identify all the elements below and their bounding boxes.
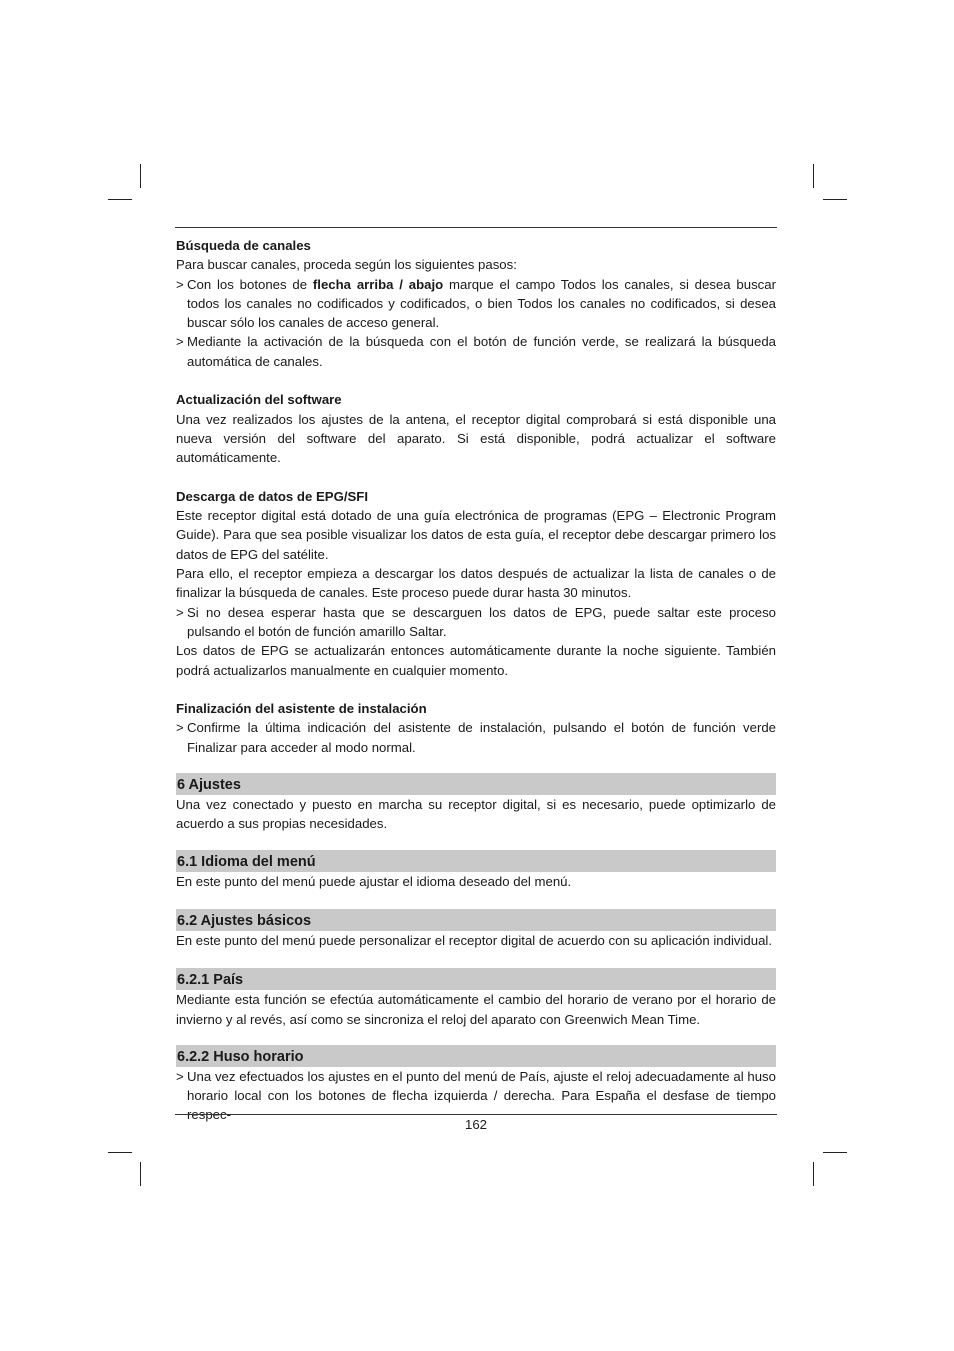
bullet-marker: > bbox=[176, 334, 184, 350]
crop-mark-top-left-vertical bbox=[140, 164, 141, 188]
bullet-marker: > bbox=[176, 1068, 184, 1084]
crop-mark-top-right-vertical bbox=[813, 164, 814, 188]
bullet-text: Mediante la activación de la búsqueda con el botón de función verde, se realizará la búsqueda automática de canales. bbox=[187, 334, 776, 369]
epg-text-2: Para ello, el receptor empieza a descargar los datos después de actualizar la lista de canales o de finalizar la búsqueda de canales. Este proceso puede durar hasta 30 minutos. bbox=[176, 566, 776, 601]
page-number: 162 bbox=[464, 1117, 487, 1132]
finalizacion-heading: Finalización del asistente de instalación bbox=[176, 701, 427, 717]
bullet-marker: > bbox=[176, 604, 184, 620]
software-heading: Actualización del software bbox=[176, 392, 342, 408]
crop-mark-top-left-horizontal bbox=[108, 199, 132, 200]
section-heading-6-2-2: 6.2.2 Huso horario bbox=[176, 1045, 776, 1067]
huso-bullet bbox=[176, 1067, 776, 1125]
section-heading-6-2-1: 6.2.1 País bbox=[176, 968, 776, 990]
ajustes-text: Una vez conectado y puesto en marcha su receptor digital, si es necesario, puede optimizarlo de acuerdo a sus propias necesidades. bbox=[176, 797, 776, 832]
bullet-text: Una vez efectuados los ajustes en el punto del menú de País, ajuste el reloj adecuadamente al huso horario local con los botones de flecha izquierda / derecha. Para España el desfase de tiempo bbox=[187, 1068, 776, 1104]
busqueda-heading: Búsqueda de canales bbox=[176, 238, 311, 253]
crop-mark-bottom-left-horizontal bbox=[108, 1152, 132, 1153]
busqueda-intro: Para buscar canales, proceda según los siguientes pasos: bbox=[176, 257, 517, 273]
busqueda-bullet-1 bbox=[176, 275, 776, 333]
crop-mark-bottom-right-horizontal bbox=[823, 1152, 847, 1153]
section-heading-6-1: 6.1 Idioma del menú bbox=[176, 850, 776, 872]
bullet-text: Con los botones de bbox=[187, 276, 313, 292]
finalizacion-bullet bbox=[176, 718, 776, 757]
footer-rule bbox=[175, 1114, 777, 1115]
crop-mark-bottom-left-vertical bbox=[140, 1162, 141, 1186]
section-heading-6: 6 Ajustes bbox=[176, 773, 776, 795]
section-heading-6-2: 6.2 Ajustes básicos bbox=[176, 909, 776, 931]
epg-text-1: Este receptor digital está dotado de una guía electrónica de programas (EPG – Electronic Program Guide). Para que sea posible visualizar los datos de esta guía, el receptor debe descargar primero los datos de EPG del satélite. bbox=[176, 508, 776, 562]
page-content bbox=[176, 236, 776, 1125]
epg-bullet bbox=[176, 603, 776, 642]
epg-text-3: Los datos de EPG se actualizarán entonces automáticamente durante la noche siguiente. También podrá actualizarlos manualmente en cualquier momento. bbox=[176, 643, 776, 678]
bullet-marker: > bbox=[176, 276, 184, 292]
busqueda-bullet-2 bbox=[176, 332, 776, 371]
bullet-bold-text: flecha arriba / abajo bbox=[312, 276, 444, 292]
crop-mark-top-right-horizontal bbox=[823, 199, 847, 200]
bullet-marker: > bbox=[176, 720, 184, 736]
bullet-text: marque el campo Todos los canales, si desea buscar todos los canales no codificados y codificados, o bien Todos los canales no codificados, si desea buscar sólo los canales de acceso general. bbox=[187, 276, 777, 331]
crop-mark-bottom-right-vertical bbox=[813, 1162, 814, 1186]
bullet-text: Confirme la última indicación del asistente de instalación, pulsando el botón de función verde Finalizar para acceder al modo normal. bbox=[187, 720, 776, 755]
pais-text: Mediante esta función se efectúa automáticamente el cambio del horario de verano por el horario de invierno y al revés, así como se sincroniza el reloj del aparato con Greenwich Mean Time. bbox=[176, 992, 776, 1027]
bullet-text: Si no desea esperar hasta que se descarguen los datos de EPG, puede saltar este proceso pulsando el botón de función amarillo Saltar. bbox=[187, 604, 776, 639]
software-text: Una vez realizados los ajustes de la antena, el receptor digital comprobará si está disponible una nueva versión del software del aparato. Si está disponible, podrá actualizar el software automáticamente. bbox=[176, 411, 776, 466]
idioma-text: En este punto del menú puede ajustar el idioma deseado del menú. bbox=[176, 873, 572, 889]
epg-heading: Descarga de datos de EPG/SFI bbox=[176, 488, 369, 504]
header-rule bbox=[175, 227, 777, 228]
basicos-text: En este punto del menú puede personalizar el receptor digital de acuerdo con su aplicación individual. bbox=[176, 932, 773, 948]
